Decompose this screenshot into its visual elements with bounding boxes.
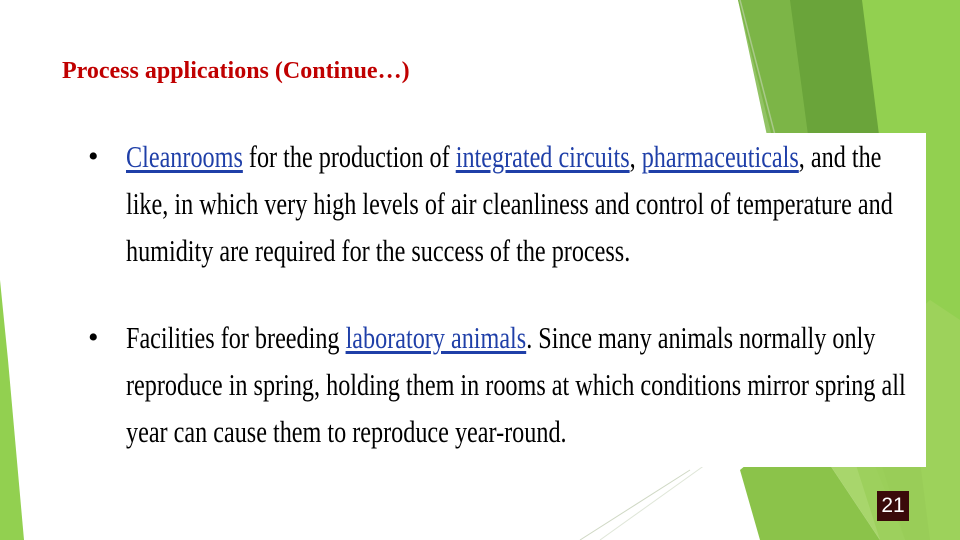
bullet-marker: • bbox=[88, 140, 99, 173]
bullet-item-cleanrooms bbox=[76, 133, 926, 274]
text-segment: , bbox=[629, 139, 642, 174]
link-pharmaceuticals[interactable]: pharmaceuticals bbox=[641, 139, 799, 174]
bullet-marker: • bbox=[88, 321, 99, 354]
link-integrated-circuits[interactable]: integrated circuits bbox=[455, 139, 630, 174]
text-segment: , and the like, in which very high levels of air cleanliness and control of temperature and humidity are required for the success of the process. bbox=[126, 139, 893, 268]
text-segment: . Since many animals normally only reproduce in spring, holding them in rooms at which conditions mirror spring all year can cause them to reproduce year-round. bbox=[126, 320, 906, 449]
content-box bbox=[76, 133, 926, 467]
slide-title: Process applications (Continue…) bbox=[62, 58, 410, 84]
text-segment: Facilities for breeding bbox=[126, 320, 346, 355]
bullet-text bbox=[126, 314, 922, 455]
text-segment: for the production of bbox=[242, 139, 456, 174]
link-cleanrooms[interactable]: Cleanrooms bbox=[126, 139, 243, 174]
decor-thin-line-bottom bbox=[580, 470, 690, 540]
page-number-badge: 21 bbox=[877, 491, 909, 521]
bullet-text bbox=[126, 133, 922, 274]
bullet-item-laboratory-animals bbox=[76, 314, 926, 455]
bullet-list bbox=[76, 133, 926, 455]
green-left-edge bbox=[0, 280, 24, 540]
link-laboratory-animals[interactable]: laboratory animals bbox=[345, 320, 527, 355]
